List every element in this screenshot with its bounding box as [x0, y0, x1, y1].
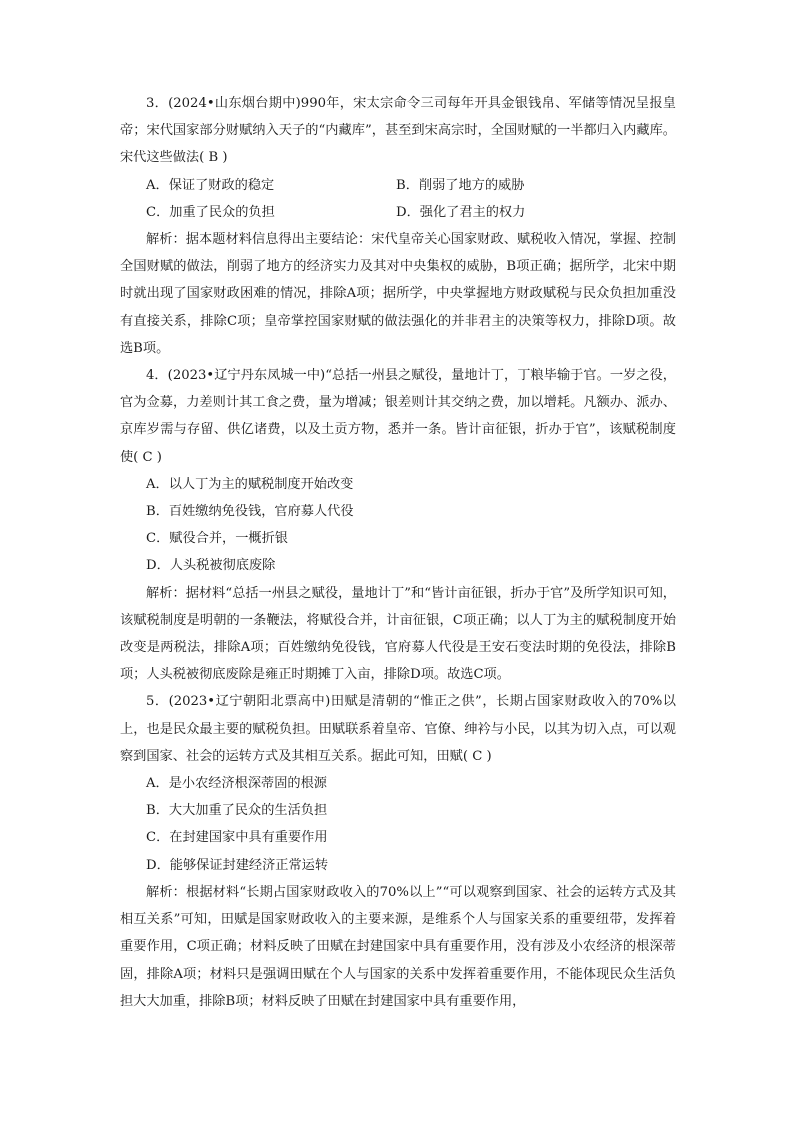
question-3-option-d: D．强化了君主的权力	[396, 204, 526, 220]
question-4-option-d: D．人头税被彻底废除	[146, 558, 276, 574]
question-3-stem: 3．(2024•山东烟台期中)990年，宋太宗命令三司每年开具金银钱帛、军储等情况呈报皇帝；宋代国家部分财赋纳入天子的“内藏库”，甚至到宋高宗时，全国财赋的一半都归入内藏库。宋代这些做法( B )	[120, 96, 676, 166]
question-4-option-b: B．百姓缴纳免役钱，官府募人代役	[146, 504, 354, 520]
question-3-option-b: B．削弱了地方的威胁	[396, 177, 525, 193]
question-4-option-a: A．以人丁为主的赋税制度开始改变	[146, 476, 354, 492]
question-5-option-c: C．在封建国家中具有重要作用	[146, 830, 328, 846]
question-4-analysis: 解析：据材料“总括一州县之赋役，量地计丁”和“皆计亩征银，折办于官”及所学知识可知，该赋税制度是明朝的一条鞭法，将赋役合并，计亩征银，C项正确；以人丁为主的赋税制度开始改变是两税法，排除A项；百姓缴纳免役钱，官府募人代役是王安石变法时期的免役法，排除B项；人头税被彻底废除是雍正时期摊丁入亩，排除D项。故选C项。	[120, 585, 676, 683]
question-5-stem: 5．(2023•辽宁朝阳北票高中)田赋是清朝的“惟正之供”，长期占国家财政收入的70%以上，也是民众最主要的赋税负担。田赋联系着皇帝、官僚、绅衿与小民，以其为切入点，可以观察到国家、社会的运转方式及其相互关系。据此可知，田赋( C )	[120, 694, 676, 764]
question-3-options-row-1	[120, 172, 676, 199]
question-5-analysis: 解析：根据材料“长期占国家财政收入的70%以上”“可以观察到国家、社会的运转方式及其相互关系”可知，田赋是国家财政收入的主要来源，是维系个人与国家关系的重要纽带，发挥着重要作用，C项正确；材料反映了田赋在封建国家中具有重要作用，没有涉及小农经济的根深蒂固，排除A项；材料只是强调田赋在个人与国家的关系中发挥着重要作用，不能体现民众生活负担大大加重，排除B项；材料反映了田赋在封建国家中具有重要作用，	[120, 884, 676, 1009]
question-5-option-a: A．是小农经济根深蒂固的根源	[146, 776, 327, 792]
question-5-option-b: B．大大加重了民众的生活负担	[146, 803, 328, 819]
page-content	[120, 90, 676, 1015]
question-4-option-c: C．赋役合并，一概折银	[146, 531, 288, 547]
question-3-option-a: A．保证了财政的稳定	[146, 177, 275, 193]
question-3-analysis: 解析：据本题材料信息得出主要结论：宋代皇帝关心国家财政、赋税收入情况，掌握、控制全国财赋的做法，削弱了地方的经济实力及其对中央集权的威胁，B项正确；据所学，北宋中期时就出现了国家财政困难的情况，排除A项；据所学，中央掌握地方财政赋税与民众负担加重没有直接关系，排除C项；皇帝掌控国家财赋的做法强化的并非君主的决策等权力，排除D项。故选B项。	[120, 232, 676, 356]
question-3-option-c: C．加重了民众的负担	[146, 204, 275, 220]
question-3-options-row-2	[120, 199, 676, 226]
question-5-option-d: D．能够保证封建经济正常运转	[146, 857, 329, 873]
question-4-stem: 4．(2023•辽宁丹东凤城一中)“总括一州县之赋役，量地计丁，丁粮毕输于官。一岁之役，官为佥募，力差则计其工食之费，量为增减；银差则计其交纳之费，加以增耗。凡额办、派办、京库岁需与存留、供亿诸费，以及土贡方物，悉并一条。皆计亩征银，折办于官”，该赋税制度使( C )	[120, 368, 676, 465]
